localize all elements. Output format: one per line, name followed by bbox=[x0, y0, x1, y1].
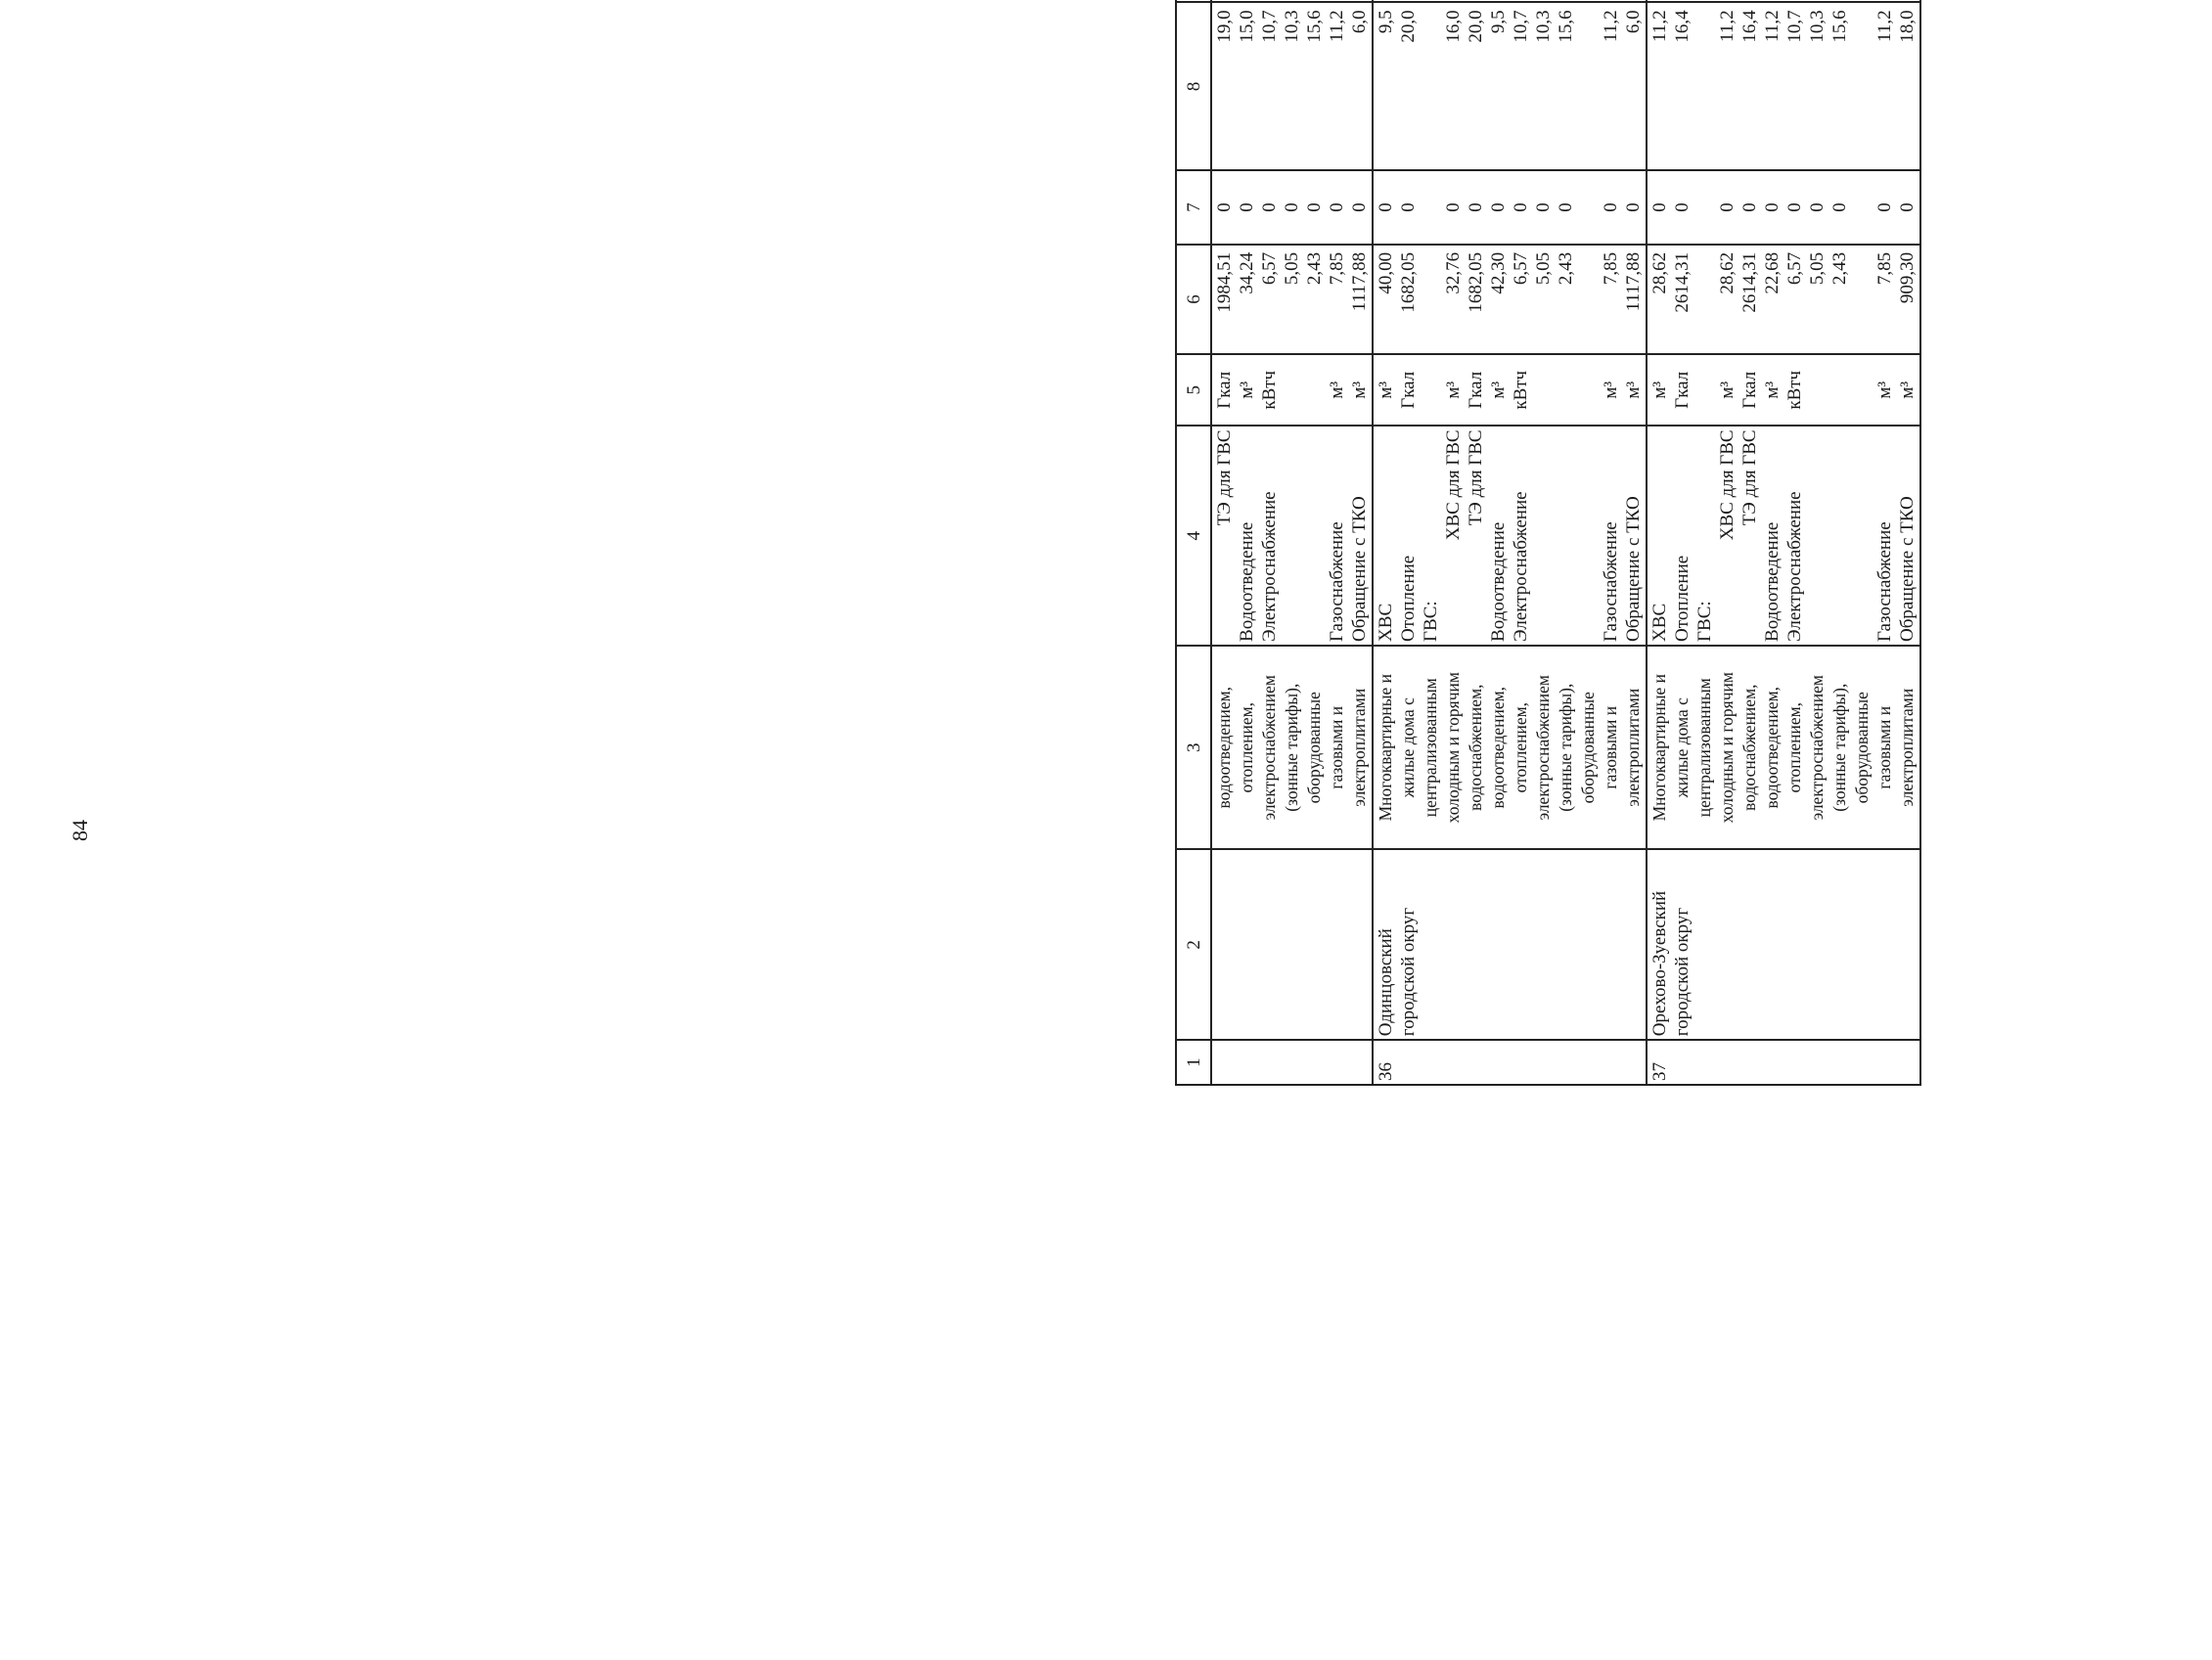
col7-value-line: 0 bbox=[1672, 202, 1693, 212]
utility-service bbox=[1647, 426, 1920, 646]
utility-service-line bbox=[1806, 429, 1828, 642]
col6-value-line: 909,30 bbox=[1897, 251, 1918, 304]
utility-service-line: Водоотведение bbox=[1237, 521, 1257, 642]
housing-category-line: оборудованные bbox=[1578, 692, 1598, 804]
col7-value-line bbox=[1577, 174, 1600, 241]
col7-value-line: 0 bbox=[1443, 202, 1464, 212]
col6-value-line: 6,57 bbox=[1259, 251, 1280, 286]
row-number bbox=[1647, 1040, 1920, 1085]
column-number-5: 5 bbox=[1176, 354, 1211, 426]
col8-value bbox=[1647, 2, 1920, 170]
utility-service-line: Отопление bbox=[1398, 555, 1419, 642]
unit-line bbox=[1851, 358, 1873, 422]
housing-category-line: (зонные тарифы), bbox=[1556, 683, 1575, 812]
utility-service-line bbox=[1851, 429, 1873, 642]
unit-line: м³ bbox=[1762, 381, 1783, 399]
col6-value-line: 34,24 bbox=[1237, 251, 1257, 294]
utility-service bbox=[1211, 426, 1373, 646]
housing-category-line: электроснабжением bbox=[1533, 675, 1553, 821]
col7-value-line: 0 bbox=[1349, 202, 1370, 212]
col6-value bbox=[1211, 245, 1373, 354]
col7-value-line: 0 bbox=[1327, 202, 1347, 212]
unit-line bbox=[1420, 358, 1442, 422]
col8-value-line: 15,6 bbox=[1829, 10, 1850, 43]
unit-line: кВтч bbox=[1511, 370, 1531, 410]
col7-value-line: 0 bbox=[1717, 202, 1738, 212]
unit-line: м³ bbox=[1488, 381, 1509, 399]
utility-service-line: ГВС: bbox=[1694, 601, 1715, 642]
unit-line: кВтч bbox=[1259, 370, 1280, 410]
unit-line: м³ bbox=[1649, 381, 1670, 399]
header-row bbox=[1176, 0, 1211, 1085]
housing-category-line: (зонные тарифы), bbox=[1829, 683, 1849, 812]
housing-category bbox=[1211, 646, 1373, 849]
housing-category-line: жилые дома с bbox=[1398, 697, 1418, 798]
col7-value-line bbox=[1851, 174, 1873, 241]
col7-value-line: 0 bbox=[1282, 202, 1302, 212]
column-number-6: 6 bbox=[1176, 245, 1211, 354]
col8-value-line: 10,7 bbox=[1511, 10, 1531, 43]
col6-value-line: 22,68 bbox=[1762, 251, 1783, 294]
municipality-line: городской округ bbox=[1672, 907, 1693, 1037]
col6-value bbox=[1373, 245, 1647, 354]
col7-value-line bbox=[1693, 174, 1716, 241]
column-number-7: 7 bbox=[1176, 170, 1211, 245]
col8-value-line: 16,4 bbox=[1672, 10, 1693, 43]
col8-value-line: 11,2 bbox=[1874, 10, 1895, 42]
utility-service-line: Водоотведение bbox=[1762, 521, 1783, 642]
col6-value-line: 6,57 bbox=[1511, 251, 1531, 286]
unit-line bbox=[1828, 358, 1851, 422]
table-row bbox=[1647, 0, 1920, 1085]
utility-service-line: Обращение с ТКО bbox=[1349, 496, 1370, 642]
utility-service bbox=[1373, 426, 1647, 646]
unit-line bbox=[1577, 358, 1600, 422]
housing-category-line: оборудованные bbox=[1852, 692, 1872, 804]
housing-category-line: электроплитами bbox=[1349, 688, 1369, 807]
utility-service-line: Газоснабжение bbox=[1874, 521, 1895, 642]
unit-line: Гкал bbox=[1398, 371, 1419, 409]
col6-value-line: 2614,31 bbox=[1672, 251, 1693, 313]
housing-category-line: (зонные тарифы), bbox=[1282, 683, 1301, 812]
utility-service-line bbox=[1828, 429, 1851, 642]
unit bbox=[1647, 354, 1920, 426]
housing-category-line: водоотведением, bbox=[1488, 686, 1508, 809]
unit-line: кВтч bbox=[1784, 370, 1805, 410]
row-number bbox=[1373, 1040, 1647, 1085]
col8-value-line: 10,7 bbox=[1259, 10, 1280, 43]
utility-service-line: ХВС для ГВС bbox=[1717, 429, 1738, 541]
housing-category-line: централизованным bbox=[1421, 678, 1440, 818]
col8-value-line bbox=[1420, 6, 1442, 166]
col6-value-line: 2,43 bbox=[1556, 251, 1576, 286]
column-number-2: 2 bbox=[1176, 849, 1211, 1040]
table-row bbox=[1211, 0, 1373, 1085]
col6-value-line: 32,76 bbox=[1443, 251, 1464, 294]
municipality-line: Одинцовский bbox=[1376, 928, 1396, 1037]
utility-service-line: Обращение с ТКО bbox=[1897, 496, 1918, 642]
housing-category-line: оборудованные bbox=[1304, 692, 1324, 804]
housing-category-line: отоплением, bbox=[1237, 701, 1256, 793]
col7-value-line: 0 bbox=[1807, 202, 1828, 212]
col6-value-line: 1117,88 bbox=[1349, 251, 1370, 312]
row-number-text: 36 bbox=[1376, 1062, 1396, 1081]
col7-value-line: 0 bbox=[1237, 202, 1257, 212]
utility-service-line: Электроснабжение bbox=[1511, 491, 1531, 642]
row-number bbox=[1211, 1040, 1373, 1085]
municipality bbox=[1211, 849, 1373, 1040]
col6-value-line: 40,00 bbox=[1376, 251, 1396, 294]
housing-category-line: газовыми и bbox=[1327, 705, 1346, 789]
col8-value-line bbox=[1577, 6, 1600, 166]
col7-value-line: 0 bbox=[1533, 202, 1554, 212]
utility-service-line bbox=[1555, 429, 1577, 642]
col7-value-line: 0 bbox=[1739, 202, 1760, 212]
housing-category-line: централизованным bbox=[1694, 678, 1714, 818]
col6-value-line: 42,30 bbox=[1488, 251, 1509, 294]
col7-value-line: 0 bbox=[1874, 202, 1895, 212]
col8-value-line: 11,2 bbox=[1601, 10, 1621, 42]
col8-value-line: 6,0 bbox=[1349, 10, 1370, 34]
unit-line: м³ bbox=[1349, 381, 1370, 399]
col9-value bbox=[1373, 0, 1647, 2]
municipality bbox=[1647, 849, 1920, 1040]
col8-value-line: 16,0 bbox=[1443, 10, 1464, 43]
col6-value-line: 1682,05 bbox=[1466, 251, 1486, 313]
col7-value bbox=[1647, 170, 1920, 245]
utility-service-line bbox=[1577, 429, 1600, 642]
unit-line bbox=[1303, 358, 1326, 422]
col8-value-line: 11,2 bbox=[1649, 10, 1670, 42]
col7-value bbox=[1211, 170, 1373, 245]
col6-value-line: 5,05 bbox=[1282, 251, 1302, 286]
unit-line bbox=[1806, 358, 1828, 422]
col6-value-line: 5,05 bbox=[1533, 251, 1554, 286]
col9-value bbox=[1647, 0, 1920, 2]
col7-value-line: 0 bbox=[1649, 202, 1670, 212]
col8-value-line: 10,3 bbox=[1282, 10, 1302, 43]
tariff-table bbox=[1175, 0, 1921, 1086]
col7-value-line: 0 bbox=[1601, 202, 1621, 212]
utility-service-line: Электроснабжение bbox=[1784, 491, 1805, 642]
col6-value-line: 7,85 bbox=[1874, 251, 1895, 286]
col7-value bbox=[1373, 170, 1647, 245]
col8-value bbox=[1373, 2, 1647, 170]
housing-category-line: водоотведением, bbox=[1214, 686, 1234, 809]
col6-value-line: 1984,51 bbox=[1214, 251, 1235, 313]
col6-value-line: 1117,88 bbox=[1623, 251, 1644, 312]
col7-value-line: 0 bbox=[1304, 202, 1325, 212]
unit-line: м³ bbox=[1897, 381, 1918, 399]
col9-value bbox=[1211, 0, 1373, 2]
housing-category-line: электроснабжением bbox=[1259, 675, 1279, 821]
housing-category bbox=[1647, 646, 1920, 849]
col6-value-line: 5,05 bbox=[1807, 251, 1828, 286]
unit-line bbox=[1532, 358, 1555, 422]
unit-line bbox=[1281, 358, 1303, 422]
tariff-table-rotated bbox=[1175, 0, 2212, 1086]
col7-value-line: 0 bbox=[1488, 202, 1509, 212]
utility-service-line: ХВС bbox=[1376, 603, 1396, 642]
col6-value-line: 2,43 bbox=[1304, 251, 1325, 286]
housing-category bbox=[1373, 646, 1647, 849]
unit-line: Гкал bbox=[1739, 371, 1760, 409]
column-number-4: 4 bbox=[1176, 426, 1211, 646]
housing-category-line: отоплением, bbox=[1511, 701, 1530, 793]
utility-service-line: Обращение с ТКО bbox=[1623, 496, 1644, 642]
utility-service-line: ТЭ для ГВС bbox=[1214, 429, 1235, 526]
unit-line: м³ bbox=[1237, 381, 1257, 399]
utility-service-line bbox=[1281, 429, 1303, 642]
unit-line bbox=[1555, 358, 1577, 422]
col6-value-line bbox=[1577, 248, 1600, 350]
col8-value-line: 15,0 bbox=[1237, 10, 1257, 43]
page-number: 84 bbox=[68, 820, 92, 841]
utility-service-line: ТЭ для ГВС bbox=[1739, 429, 1760, 526]
utility-service-line: Электроснабжение bbox=[1259, 491, 1280, 642]
col6-value-line: 6,57 bbox=[1784, 251, 1805, 286]
col8-value-line: 11,2 bbox=[1762, 10, 1783, 42]
col6-value-line: 28,62 bbox=[1649, 251, 1670, 294]
housing-category-line: электроплитами bbox=[1623, 688, 1643, 807]
col7-value-line bbox=[1420, 174, 1442, 241]
utility-service-line bbox=[1532, 429, 1555, 642]
col6-value-line: 2614,31 bbox=[1739, 251, 1760, 313]
utility-service-line: ГВС: bbox=[1421, 601, 1441, 642]
unit-line: м³ bbox=[1376, 381, 1396, 399]
col8-value-line bbox=[1851, 6, 1873, 166]
utility-service-line: Газоснабжение bbox=[1327, 521, 1347, 642]
col8-value-line: 20,0 bbox=[1398, 10, 1419, 43]
housing-category-line: холодным и горячим bbox=[1443, 672, 1463, 824]
col7-value-line: 0 bbox=[1376, 202, 1396, 212]
col8-value-line: 10,3 bbox=[1533, 10, 1554, 43]
col6-value-line bbox=[1851, 248, 1873, 350]
housing-category-line: газовыми и bbox=[1874, 705, 1894, 789]
col8-value-line: 11,2 bbox=[1717, 10, 1738, 42]
col8-value-line: 20,0 bbox=[1466, 10, 1486, 43]
unit-line bbox=[1693, 358, 1716, 422]
unit-line: м³ bbox=[1717, 381, 1738, 399]
col8-value-line: 9,5 bbox=[1376, 10, 1396, 34]
col8-value-line: 15,6 bbox=[1556, 10, 1576, 43]
col7-value-line: 0 bbox=[1398, 202, 1419, 212]
row-number-text bbox=[1213, 1044, 1236, 1081]
col8-value-line: 15,6 bbox=[1304, 10, 1325, 43]
col6-value-line: 2,43 bbox=[1829, 251, 1850, 286]
utility-service-line: Отопление bbox=[1672, 555, 1693, 642]
housing-category-line: Многоквартирные и bbox=[1649, 674, 1669, 822]
municipality-line: городской округ bbox=[1398, 907, 1419, 1037]
housing-category-line: отоплением, bbox=[1784, 701, 1804, 793]
col7-value-line: 0 bbox=[1897, 202, 1918, 212]
housing-category-line: электроплитами bbox=[1897, 688, 1917, 807]
utility-service-line: Газоснабжение bbox=[1601, 521, 1621, 642]
housing-category-line: Многоквартирные и bbox=[1376, 674, 1395, 822]
col7-value-line: 0 bbox=[1784, 202, 1805, 212]
col8-value-line: 19,0 bbox=[1214, 10, 1235, 43]
column-number-1: 1 bbox=[1176, 1040, 1211, 1085]
utility-service-line bbox=[1303, 429, 1326, 642]
col6-value-line bbox=[1420, 248, 1442, 350]
utility-service-line: ХВС для ГВС bbox=[1443, 429, 1464, 541]
col8-value bbox=[1211, 2, 1373, 170]
municipality-line: Орехово-Зуевский bbox=[1649, 890, 1670, 1037]
col8-value-line: 6,0 bbox=[1623, 10, 1644, 34]
col7-value-line: 0 bbox=[1829, 202, 1850, 212]
col6-value-line bbox=[1693, 248, 1716, 350]
col8-value-line: 11,2 bbox=[1327, 10, 1347, 42]
col8-value-line: 10,3 bbox=[1807, 10, 1828, 43]
housing-category-line: жилые дома с bbox=[1672, 697, 1692, 798]
column-number-8: 8 bbox=[1176, 2, 1211, 170]
col6-value bbox=[1647, 245, 1920, 354]
col6-value-line: 7,85 bbox=[1601, 251, 1621, 286]
column-number-3: 3 bbox=[1176, 646, 1211, 849]
col7-value-line: 0 bbox=[1511, 202, 1531, 212]
unit-line: м³ bbox=[1874, 381, 1895, 399]
utility-service-line: ХВС bbox=[1649, 603, 1670, 642]
housing-category-line: электроснабжением bbox=[1807, 675, 1827, 821]
col8-value-line: 18,0 bbox=[1897, 10, 1918, 43]
col8-value-line: 16,4 bbox=[1739, 10, 1760, 43]
housing-category-line: водоотведением, bbox=[1762, 686, 1782, 809]
unit-line: м³ bbox=[1623, 381, 1644, 399]
unit-line: м³ bbox=[1327, 381, 1347, 399]
table-row bbox=[1373, 0, 1647, 1085]
unit bbox=[1211, 354, 1373, 426]
unit-line: Гкал bbox=[1466, 371, 1486, 409]
col6-value-line: 1682,05 bbox=[1398, 251, 1419, 313]
col8-value-line bbox=[1693, 6, 1716, 166]
col7-value-line: 0 bbox=[1623, 202, 1644, 212]
utility-service-line: ТЭ для ГВС bbox=[1466, 429, 1486, 526]
housing-category-line: газовыми и bbox=[1601, 705, 1620, 789]
col7-value-line: 0 bbox=[1259, 202, 1280, 212]
col6-value-line: 28,62 bbox=[1717, 251, 1738, 294]
column-number-9 bbox=[1176, 0, 1211, 2]
col7-value-line: 0 bbox=[1214, 202, 1235, 212]
unit-line: м³ bbox=[1601, 381, 1621, 399]
col7-value-line: 0 bbox=[1556, 202, 1576, 212]
municipality bbox=[1373, 849, 1647, 1040]
unit-line: Гкал bbox=[1214, 371, 1235, 409]
housing-category-line: водоснабжением, bbox=[1466, 684, 1485, 811]
row-number-text: 37 bbox=[1649, 1062, 1670, 1081]
col6-value-line: 7,85 bbox=[1327, 251, 1347, 286]
unit-line: Гкал bbox=[1672, 371, 1693, 409]
col8-value-line: 10,7 bbox=[1784, 10, 1805, 43]
unit-line: м³ bbox=[1443, 381, 1464, 399]
unit bbox=[1373, 354, 1647, 426]
housing-category-line: водоснабжением, bbox=[1739, 684, 1759, 811]
utility-service-line: Водоотведение bbox=[1488, 521, 1509, 642]
col8-value-line: 9,5 bbox=[1488, 10, 1509, 34]
col7-value-line: 0 bbox=[1466, 202, 1486, 212]
col7-value-line: 0 bbox=[1762, 202, 1783, 212]
housing-category-line: холодным и горячим bbox=[1717, 672, 1737, 824]
